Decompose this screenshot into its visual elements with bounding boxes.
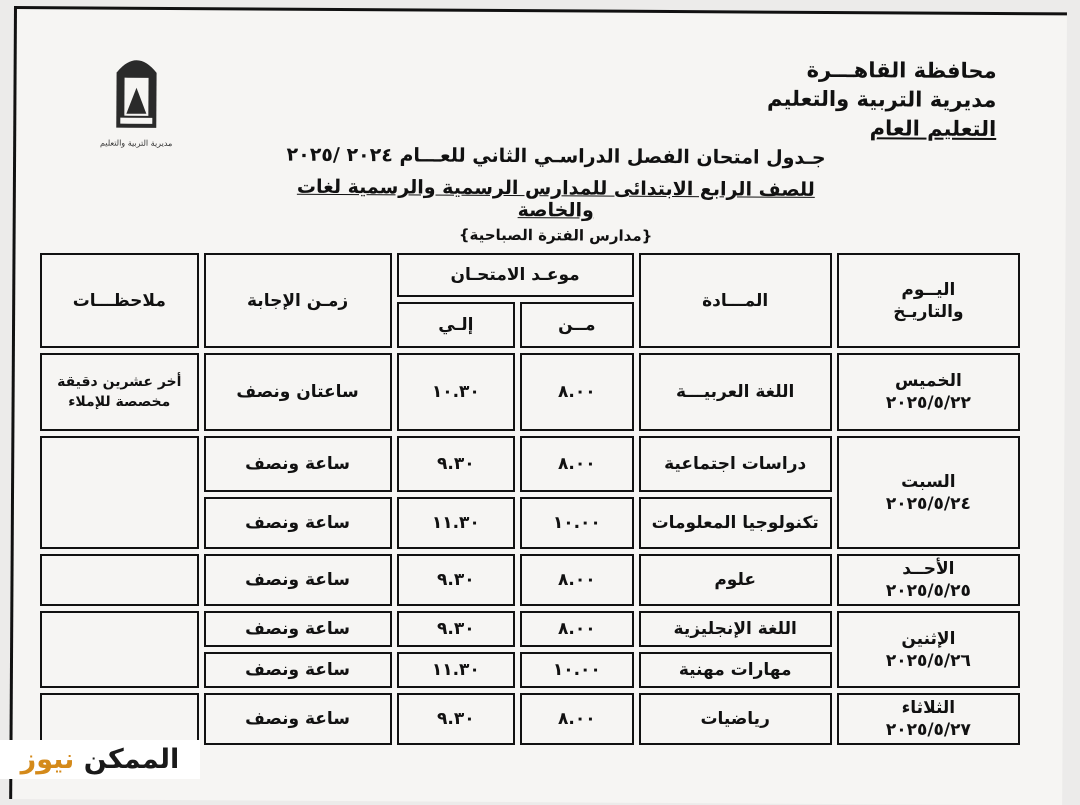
exam-schedule-table (35, 248, 1025, 750)
table-row (40, 611, 1020, 647)
duration-cell: ساعة ونصف (204, 436, 392, 492)
site-watermark (0, 740, 200, 779)
header-from: مــن (520, 302, 634, 348)
schedule-subtitle: للصف الرابع الابتدائى للمدارس الرسمية والرسمية لغات والخاصة (296, 175, 815, 222)
department-name: التعليم العام (869, 116, 997, 142)
header-to: إلـي (397, 302, 515, 348)
from-cell: ١٠.٠٠ (520, 497, 634, 549)
day-cell: الأحــد ٢٠٢٥/٥/٢٥ (837, 554, 1020, 606)
issuer-header (767, 56, 997, 144)
duration-cell: ساعة ونصف (204, 693, 392, 745)
from-cell: ٨.٠٠ (520, 693, 634, 745)
to-cell: ٩.٣٠ (397, 554, 515, 606)
from-cell: ٨.٠٠ (520, 611, 634, 647)
duration-cell: ساعة ونصف (204, 611, 392, 647)
duration-cell: ساعة ونصف (204, 497, 392, 549)
header-exam-time: موعـد الامتحـان (397, 253, 634, 297)
subject-cell: دراسات اجتماعية (639, 436, 832, 492)
to-cell: ٩.٣٠ (397, 436, 515, 492)
header-notes: ملاحظـــات (40, 253, 199, 348)
duration-cell: ساعة ونصف (204, 554, 392, 606)
subject-cell: تكنولوجيا المعلومات (639, 497, 832, 549)
note-cell (40, 554, 199, 606)
duration-cell: ساعتان ونصف (204, 353, 392, 431)
governorate-name: محافظة القاهـــرة (806, 57, 997, 84)
header-subject: المـــادة (639, 253, 832, 348)
to-cell: ١١.٣٠ (397, 652, 515, 688)
directorate-name: مديرية التربية والتعليم (766, 86, 997, 113)
to-cell: ١٠.٣٠ (397, 353, 515, 431)
from-cell: ٨.٠٠ (520, 436, 634, 492)
table-row (40, 353, 1020, 431)
ministry-logo (86, 47, 187, 148)
day-cell: الخميس ٢٠٢٥/٥/٢٢ (837, 353, 1020, 431)
to-cell: ٩.٣٠ (397, 693, 515, 745)
note-cell (40, 611, 199, 688)
session-label: {مدارس الفترة الصباحية} (458, 225, 653, 245)
from-cell: ٨.٠٠ (520, 353, 634, 431)
header-duration: زمـن الإجابة (204, 253, 392, 348)
logo-caption: مديرية التربية والتعليم (99, 138, 173, 148)
logo-emblem-icon (106, 48, 167, 133)
schedule-title: جـدول امتحان الفصل الدراسـي الثاني للعـــام ٢٠٢٤ /٢٠٢٥ (286, 143, 826, 169)
from-cell: ٨.٠٠ (520, 554, 634, 606)
table-row (40, 436, 1020, 492)
subject-cell: اللغة العربيـــة (639, 353, 832, 431)
subject-cell: اللغة الإنجليزية (639, 611, 832, 647)
day-cell: الإثنين ٢٠٢٥/٥/٢٦ (837, 611, 1020, 688)
day-cell: السبت ٢٠٢٥/٥/٢٤ (837, 436, 1020, 549)
subject-cell: مهارات مهنية (639, 652, 832, 688)
from-cell: ١٠.٠٠ (520, 652, 634, 688)
duration-cell: ساعة ونصف (204, 652, 392, 688)
table-row (40, 693, 1020, 745)
subject-cell: رياضيات (639, 693, 832, 745)
watermark-part2: نيوز (20, 744, 75, 775)
to-cell: ١١.٣٠ (397, 497, 515, 549)
note-cell (40, 436, 199, 549)
header-day-date: اليــوم والتاريـخ (837, 253, 1020, 348)
note-cell (40, 693, 199, 745)
day-cell: الثلاثاء ٢٠٢٥/٥/٢٧ (837, 693, 1020, 745)
watermark-part1: الممكن (83, 744, 180, 775)
note-cell: أخر عشرين دقيقة مخصصة للإملاء (40, 353, 199, 431)
table-row (40, 554, 1020, 606)
subject-cell: علوم (639, 554, 832, 606)
to-cell: ٩.٣٠ (397, 611, 515, 647)
